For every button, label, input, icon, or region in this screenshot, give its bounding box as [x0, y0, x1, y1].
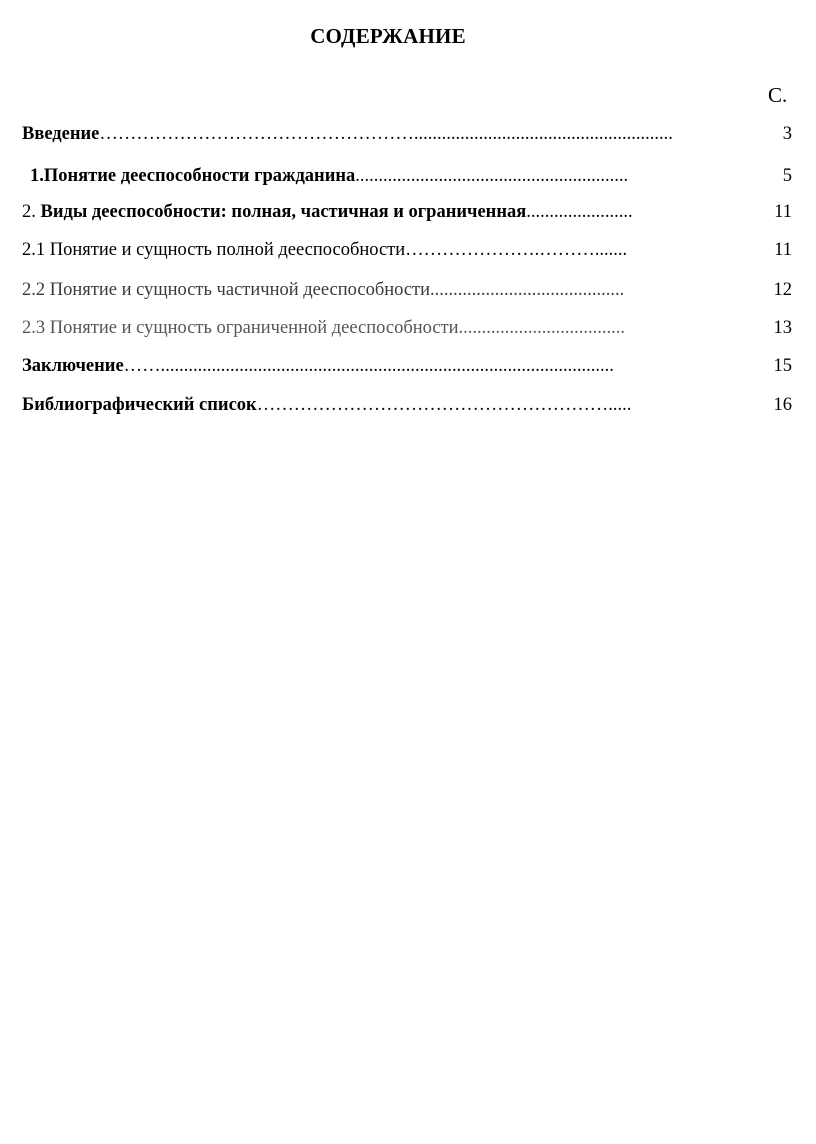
toc-leader-dots: ....................................: [458, 318, 626, 338]
toc-entry-label: 2.2 Понятие и сущность частичной дееспособности: [22, 280, 431, 300]
toc-entry-label: Виды дееспособности: полная, частичная и ограниченная: [40, 202, 527, 222]
toc-entry-text: [22, 277, 752, 303]
toc-entry-label: 2.3 Понятие и сущность ограниченной дееспособности: [22, 318, 459, 338]
toc-entry-section-2-3[interactable]: [22, 315, 792, 341]
toc-entry-chapter-1[interactable]: [22, 163, 792, 189]
toc-entry-label: Заключение: [22, 356, 124, 376]
toc-entry-label: Введение: [22, 124, 100, 144]
toc-leader-dots: ..........................................: [430, 280, 625, 300]
toc-entry-page: 15: [773, 356, 792, 376]
page-column-label: С.: [768, 83, 788, 107]
toc-entry-page: 13: [773, 318, 792, 338]
toc-entry-introduction[interactable]: [22, 121, 792, 147]
toc-entry-section-2-2[interactable]: [22, 277, 792, 303]
toc-entry-page: 12: [773, 280, 792, 300]
toc-entry-text: [22, 353, 750, 379]
toc-entry-page: 11: [774, 202, 792, 222]
toc-entry-chapter-2[interactable]: [22, 199, 792, 225]
toc-title: СОДЕРЖАНИЕ: [310, 24, 466, 48]
toc-entry-page: 11: [774, 240, 792, 260]
toc-entry-number: 2.: [22, 202, 41, 222]
toc-leader-dots: ………………………………………………….....: [256, 395, 632, 415]
toc-entry-text: [22, 121, 752, 147]
toc-leader-dots: ………………….……….......: [405, 240, 628, 260]
toc-entry-text: [22, 315, 752, 341]
toc-entry-label: Библиографический список: [22, 395, 257, 415]
toc-entry-text: [22, 392, 757, 418]
toc-entry-text: [30, 163, 752, 189]
toc-leader-dots: ……………………………………………........................................................: [99, 124, 673, 144]
toc-leader-dots: .......................: [526, 202, 633, 222]
toc-entry-conclusion[interactable]: [22, 353, 792, 379]
toc-entry-page: 5: [782, 166, 792, 186]
toc-leader-dots: ...........................................................: [355, 166, 629, 186]
toc-entry-section-2-1[interactable]: [22, 237, 792, 263]
toc-entry-text: [22, 199, 752, 225]
toc-entry-page: 16: [773, 395, 792, 415]
toc-entry-text: [22, 237, 757, 263]
toc-entry-label: 1.Понятие дееспособности гражданина: [30, 166, 356, 186]
toc-entry-bibliography[interactable]: [22, 392, 792, 418]
toc-entry-page: 3: [782, 124, 792, 144]
toc-leader-dots: ……..................................................................................................: [123, 356, 614, 376]
toc-entry-label: 2.1 Понятие и сущность полной дееспособности: [22, 240, 406, 260]
